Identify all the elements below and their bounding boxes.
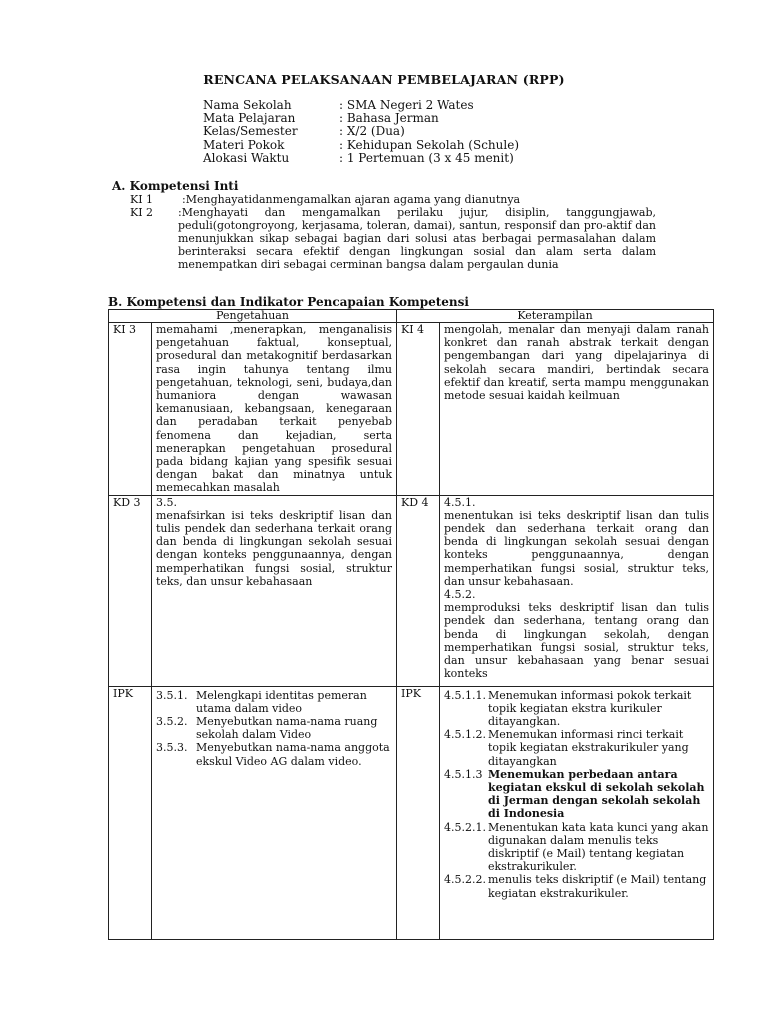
kd4-number-1: 4.5.1. (444, 495, 476, 509)
info-row (203, 139, 519, 152)
info-label: Kelas/Semester (203, 124, 298, 139)
list-item (156, 715, 392, 741)
kd4-cell (440, 495, 714, 686)
list-item (444, 768, 709, 821)
ki3-code: KI 3 (109, 323, 152, 496)
ipk-number: 4.5.1.1. (444, 688, 486, 702)
kd4-text-1: menentukan isi teks deskriptif lisan dan tulis pendek dan sederhana terkait orang dan benda di lingkungan sekolah sesuai dengan konteks penggunaannya, dengan memperhatikan fungsi sosial, struktur teks, dan unsur kebahasaan. (444, 508, 709, 588)
list-item (444, 873, 709, 899)
table-row (109, 323, 714, 496)
list-item (156, 741, 392, 767)
info-row (203, 125, 519, 138)
info-label: Nama Sekolah (203, 98, 292, 112)
info-value: : X/2 (Dua) (339, 124, 405, 139)
kd3-code: KD 3 (109, 495, 152, 686)
info-value: : Bahasa Jerman (339, 111, 439, 126)
ipk-text: Menemukan informasi rinci terkait topik kegiatan ekstrakurikuler yang ditayangkan (488, 728, 689, 768)
list-item (444, 728, 709, 768)
ki1-text: :Menghayatidanmengamalkan ajaran agama yang dianutnya (182, 193, 521, 206)
kd4-number-2: 4.5.2. (444, 588, 476, 602)
school-info-block (203, 99, 519, 165)
table-row (109, 495, 714, 686)
info-value: : 1 Pertemuan (3 x 45 menit) (339, 150, 514, 165)
ipk-left-cell (152, 686, 397, 939)
table-header-row (109, 310, 714, 323)
info-label: Alokasi Waktu (203, 150, 290, 165)
ipk-right-cell (440, 686, 714, 939)
info-label: Materi Pokok (203, 137, 285, 152)
ipk-text: Menemukan informasi pokok terkait topik kegiatan ekstra kurikuler ditayangkan. (488, 688, 692, 729)
kd3-cell (152, 495, 397, 686)
ipk-text: menulis teks diskriptif (e Mail) tentang kegiatan ekstrakurikuler. (488, 873, 707, 900)
section-b-heading: B. Kompetensi dan Indikator Pencapaian Kompetensi (108, 295, 469, 309)
ki2-text: :Menghayati dan mengamalkan perilaku jujur, disiplin, tanggungjawab, peduli(gotongroyong, kerjasama, toleran, damai), santun, responsif dan pro-aktif dan menunjukkan sikap sebagai bagian dari solusi atas berbagai permasalahan dalam berinteraksi secara efektif dengan lingkungan sosial dan alam serta dalam menempatkan diri sebagai cerminan bangsa dalam pergaulan dunia (178, 206, 656, 271)
header-keterampilan: Keterampilan (397, 310, 714, 323)
document-title: RENCANA PELAKSANAAN PEMBELAJARAN (RPP) (203, 72, 565, 87)
ki3-text: memahami ,menerapkan, menganalisis pengetahuan faktual, konseptual, prosedural dan metakognitif berdasarkan rasa ingin tahunya tentang ilmu pengetahuan, teknologi, seni, budaya,dan humaniora dengan wawasan kemanusiaan, kebangsaan, kenegaraan dan peradaban terkait penyebab fenomena dan kejadian, serta menerapkan pengetahuan prosedural pada bidang kajian yang spesifik sesuai dengan bakat dan minatnya untuk memecahkan masalah (152, 323, 397, 496)
section-a-heading: A. Kompetensi Inti (112, 179, 239, 193)
header-pengetahuan: Pengetahuan (109, 310, 397, 323)
kd3-number: 3.5. (156, 495, 177, 509)
ipk-text: Menyebutkan nama-nama anggota ekskul Video AG dalam video. (196, 741, 390, 768)
ki4-code: KI 4 (397, 323, 440, 496)
list-item (156, 689, 392, 715)
ipk-number: 4.5.2.1. (444, 820, 486, 834)
kd4-text-2: memproduksi teks deskriptif lisan dan tulis pendek dan sederhana, tentang orang dan benda di lingkungan sekolah, dengan memperhatikan fungsi sosial, struktur teks, dan unsur kebahasaan yang benar sesuai konteks (444, 601, 709, 681)
list-item (444, 689, 709, 729)
ipk-number: 3.5.3. (156, 741, 188, 755)
ipk-left-code: IPK (109, 686, 152, 939)
kd4-code: KD 4 (397, 495, 440, 686)
info-value: : Kehidupan Sekolah (Schule) (339, 137, 520, 152)
ki4-text: mengolah, menalar dan menyaji dalam ranah konkret dan ranah abstrak terkait dengan pengembangan dari yang dipelajarinya di sekolah secara mandiri, bertindak secara efektif dan kreatif, serta mampu menggunakan metode sesuai kaidah keilmuan (440, 323, 714, 496)
competency-table (108, 309, 714, 940)
ki1-label: KI 1 (130, 193, 154, 206)
info-value: : SMA Negeri 2 Wates (339, 98, 474, 112)
ipk-text: Menyebutkan nama-nama ruang sekolah dalam Video (196, 715, 378, 742)
ipk-number: 3.5.1. (156, 688, 188, 702)
ipk-number: 4.5.1.3 (444, 767, 483, 781)
ipk-text: Menentukan kata kata kunci yang akan digunakan dalam menulis teks diskriptif (e Mail) tentang kegiatan ekstrakurikuler. (488, 820, 709, 874)
info-label: Mata Pelajaran (203, 111, 296, 126)
table-row (109, 686, 714, 939)
ipk-text: Melengkapi identitas pemeran utama dalam video (196, 688, 367, 715)
list-item (444, 821, 709, 874)
kd3-text: menafsirkan isi teks deskriptif lisan dan tulis pendek dan sederhana terkait orang dan benda di lingkungan sekolah sesuai dengan konteks penggunaannya, dengan memperhatikan fungsi sosial, struktur teks, dan unsur kebahasaan (156, 508, 392, 588)
ipk-number: 3.5.2. (156, 715, 188, 729)
ipk-text: Menemukan perbedaan antara kegiatan ekskul di sekolah sekolah di Jerman dengan sekolah sekolah di Indonesia (488, 767, 705, 821)
ipk-number: 4.5.1.2. (444, 728, 486, 742)
ipk-right-code: IPK (397, 686, 440, 939)
ki2-label: KI 2 (130, 206, 154, 219)
info-row (203, 152, 519, 165)
ipk-number: 4.5.2.2. (444, 873, 486, 887)
